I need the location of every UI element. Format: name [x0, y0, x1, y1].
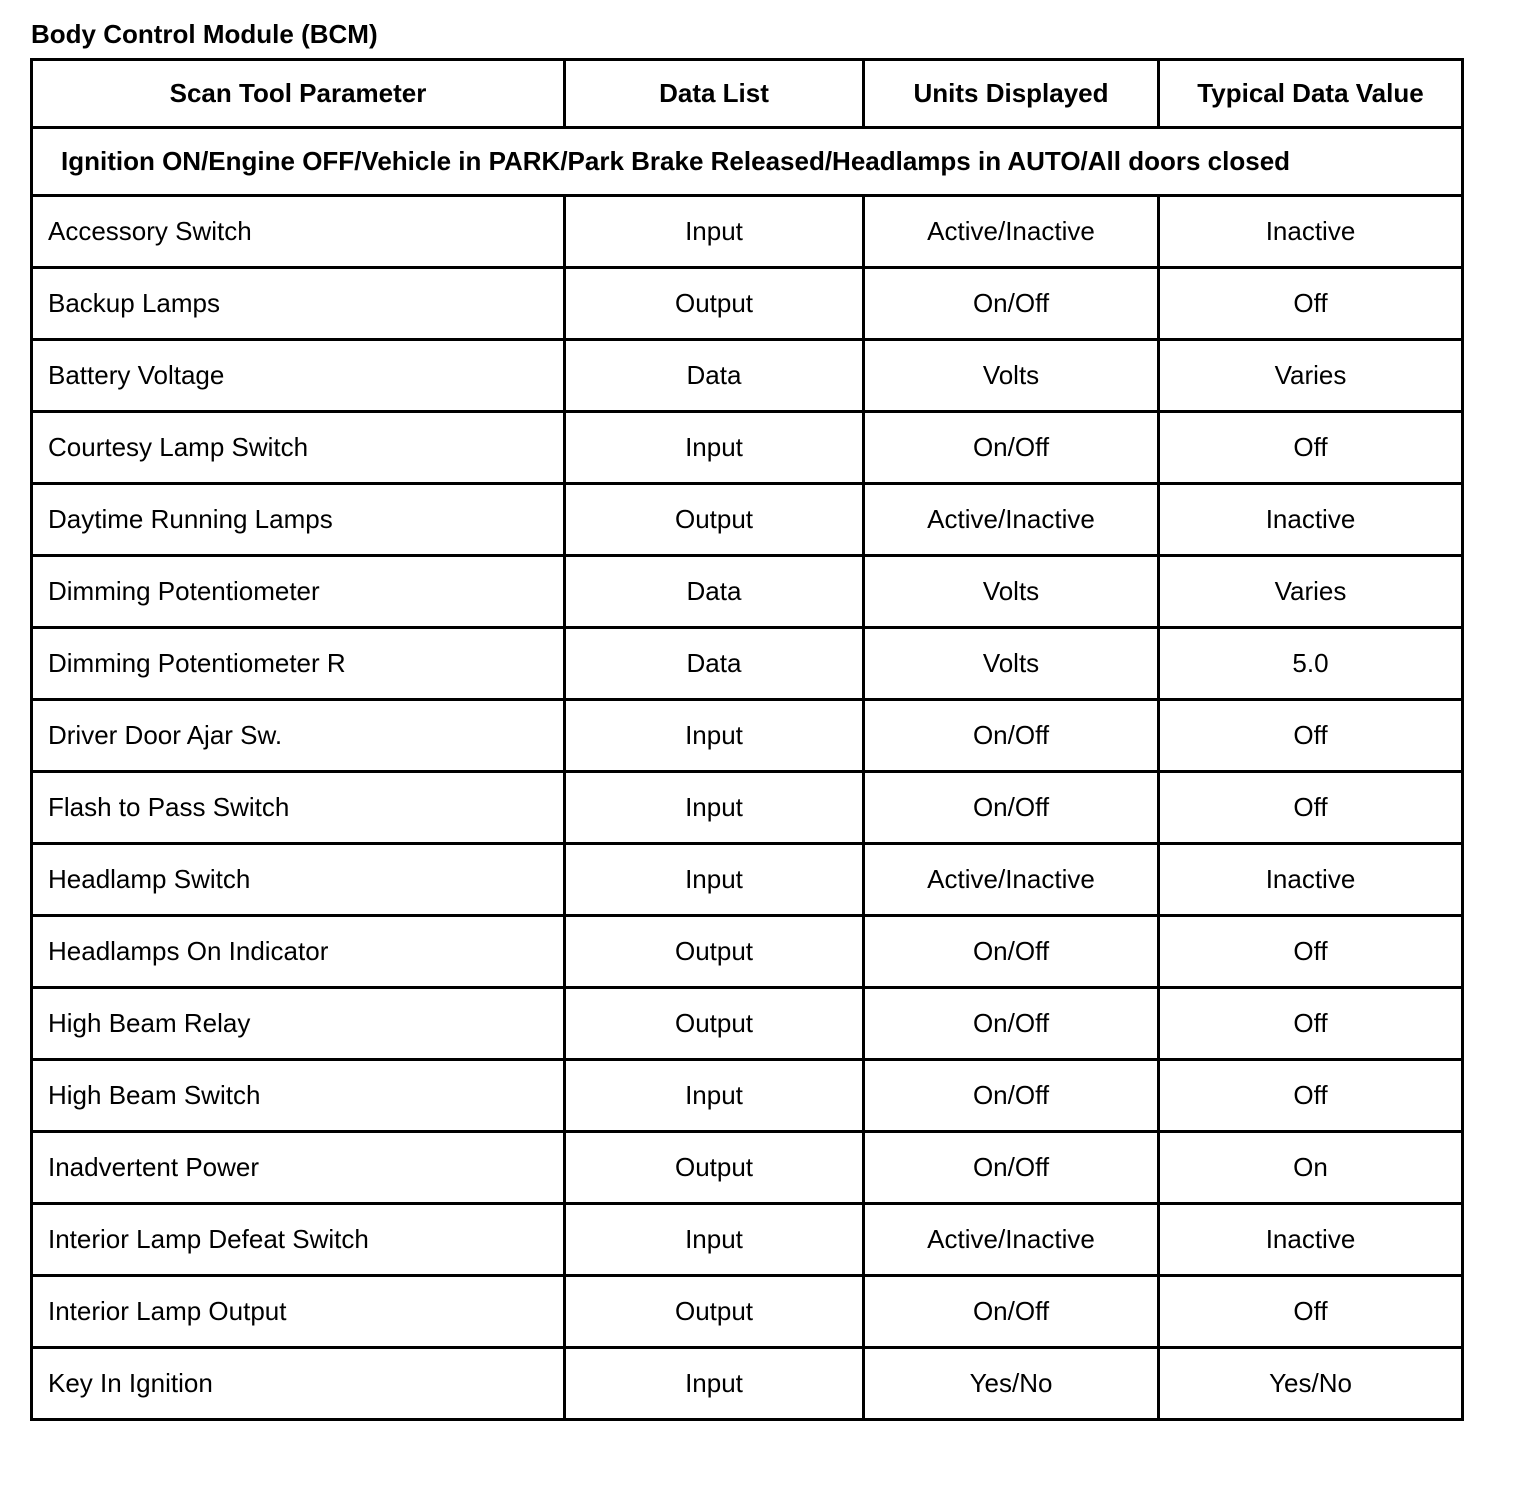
cell-parameter: Daytime Running Lamps	[32, 484, 565, 556]
header-row	[32, 60, 1463, 128]
cell-data-list: Data	[565, 628, 864, 700]
table-row	[32, 916, 1463, 988]
cell-data-list: Input	[565, 772, 864, 844]
table-row	[32, 988, 1463, 1060]
cell-units: Active/Inactive	[864, 484, 1159, 556]
cell-data-list: Data	[565, 340, 864, 412]
cell-units: On/Off	[864, 916, 1159, 988]
cell-units: On/Off	[864, 1132, 1159, 1204]
cell-units: On/Off	[864, 772, 1159, 844]
cell-typical-value: Off	[1159, 412, 1463, 484]
cell-units: Volts	[864, 556, 1159, 628]
cell-data-list: Input	[565, 1348, 864, 1420]
table-row	[32, 628, 1463, 700]
cell-data-list: Output	[565, 1132, 864, 1204]
cell-typical-value: Inactive	[1159, 196, 1463, 268]
cell-data-list: Input	[565, 844, 864, 916]
cell-units: Yes/No	[864, 1348, 1159, 1420]
cell-data-list: Input	[565, 196, 864, 268]
cell-parameter: Interior Lamp Defeat Switch	[32, 1204, 565, 1276]
table-row	[32, 1204, 1463, 1276]
cell-units: On/Off	[864, 988, 1159, 1060]
cell-parameter: Flash to Pass Switch	[32, 772, 565, 844]
table-row	[32, 412, 1463, 484]
cell-typical-value: Yes/No	[1159, 1348, 1463, 1420]
cell-units: On/Off	[864, 268, 1159, 340]
cell-units: Active/Inactive	[864, 196, 1159, 268]
cell-parameter: High Beam Switch	[32, 1060, 565, 1132]
table-row	[32, 1060, 1463, 1132]
cell-units: Active/Inactive	[864, 1204, 1159, 1276]
cell-data-list: Data	[565, 556, 864, 628]
cell-typical-value: Varies	[1159, 340, 1463, 412]
cell-data-list: Input	[565, 412, 864, 484]
cell-parameter: High Beam Relay	[32, 988, 565, 1060]
cell-parameter: Accessory Switch	[32, 196, 565, 268]
table-row	[32, 844, 1463, 916]
table-row	[32, 556, 1463, 628]
table-row	[32, 772, 1463, 844]
cell-data-list: Output	[565, 916, 864, 988]
table-row	[32, 484, 1463, 556]
cell-parameter: Key In Ignition	[32, 1348, 565, 1420]
cell-typical-value: On	[1159, 1132, 1463, 1204]
column-header-units: Units Displayed	[864, 60, 1159, 128]
cell-data-list: Output	[565, 1276, 864, 1348]
column-header-data-list: Data List	[565, 60, 864, 128]
cell-parameter: Battery Voltage	[32, 340, 565, 412]
table-row	[32, 268, 1463, 340]
cell-typical-value: Inactive	[1159, 844, 1463, 916]
cell-typical-value: Off	[1159, 916, 1463, 988]
cell-parameter: Inadvertent Power	[32, 1132, 565, 1204]
cell-parameter: Dimming Potentiometer R	[32, 628, 565, 700]
condition-text: Ignition ON/Engine OFF/Vehicle in PARK/Park Brake Released/Headlamps in AUTO/All doors closed	[32, 128, 1463, 196]
cell-typical-value: Varies	[1159, 556, 1463, 628]
cell-parameter: Dimming Potentiometer	[32, 556, 565, 628]
cell-data-list: Input	[565, 1204, 864, 1276]
cell-typical-value: Inactive	[1159, 484, 1463, 556]
table-row	[32, 340, 1463, 412]
cell-parameter: Interior Lamp Output	[32, 1276, 565, 1348]
cell-data-list: Output	[565, 484, 864, 556]
column-header-parameter: Scan Tool Parameter	[32, 60, 565, 128]
cell-parameter: Headlamps On Indicator	[32, 916, 565, 988]
cell-parameter: Courtesy Lamp Switch	[32, 412, 565, 484]
table-row	[32, 196, 1463, 268]
condition-row	[32, 128, 1463, 196]
cell-units: Active/Inactive	[864, 844, 1159, 916]
cell-units: On/Off	[864, 700, 1159, 772]
cell-typical-value: Off	[1159, 988, 1463, 1060]
cell-data-list: Output	[565, 988, 864, 1060]
cell-units: Volts	[864, 340, 1159, 412]
cell-parameter: Backup Lamps	[32, 268, 565, 340]
cell-units: On/Off	[864, 1276, 1159, 1348]
table-row	[32, 700, 1463, 772]
table-row	[32, 1348, 1463, 1420]
cell-data-list: Output	[565, 268, 864, 340]
cell-parameter: Headlamp Switch	[32, 844, 565, 916]
column-header-typical-value: Typical Data Value	[1159, 60, 1463, 128]
cell-typical-value: Off	[1159, 1060, 1463, 1132]
cell-units: On/Off	[864, 412, 1159, 484]
cell-data-list: Input	[565, 700, 864, 772]
cell-typical-value: Off	[1159, 1276, 1463, 1348]
table-row	[32, 1276, 1463, 1348]
cell-typical-value: Off	[1159, 268, 1463, 340]
bcm-data-table	[30, 58, 1464, 1421]
cell-typical-value: 5.0	[1159, 628, 1463, 700]
cell-units: Volts	[864, 628, 1159, 700]
page-title: Body Control Module (BCM)	[31, 19, 378, 49]
cell-typical-value: Inactive	[1159, 1204, 1463, 1276]
table-row	[32, 1132, 1463, 1204]
cell-typical-value: Off	[1159, 772, 1463, 844]
cell-data-list: Input	[565, 1060, 864, 1132]
cell-typical-value: Off	[1159, 700, 1463, 772]
cell-units: On/Off	[864, 1060, 1159, 1132]
cell-parameter: Driver Door Ajar Sw.	[32, 700, 565, 772]
